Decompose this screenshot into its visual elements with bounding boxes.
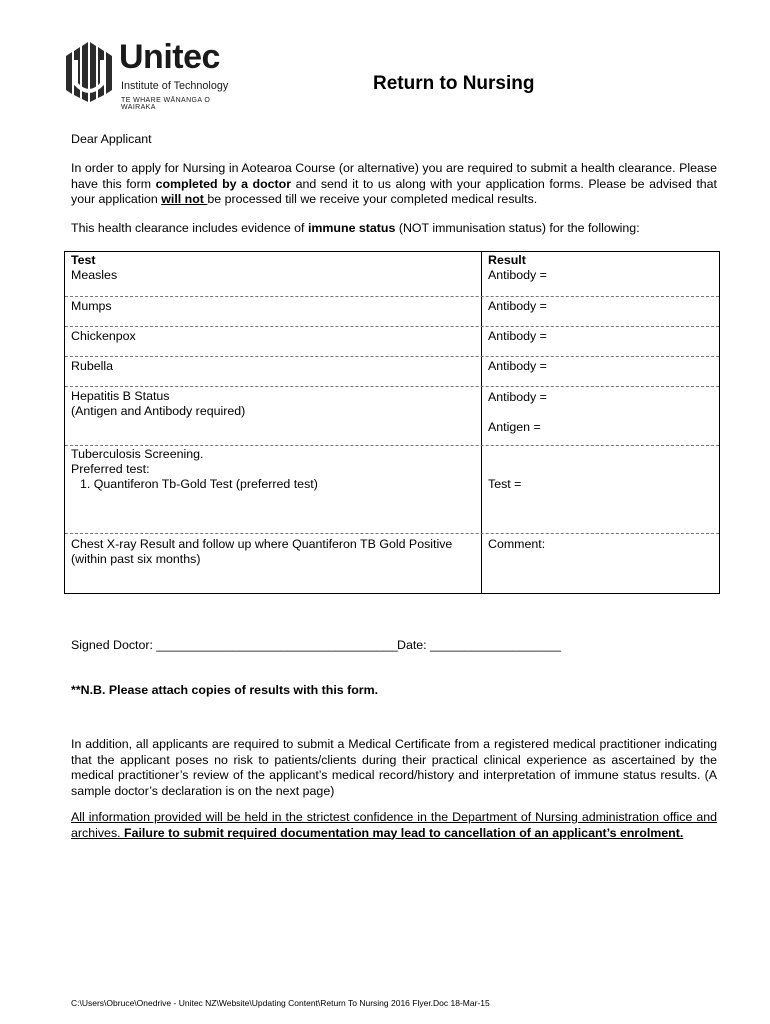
test-tuberculosis-item: 1. Quantiferon Tb-Gold Test (preferred test)	[80, 477, 318, 491]
file-path-footer: C:\Users\Obruce\Onedrive - Unitec NZ\Website\Updating Content\Return To Nursing 2016 Flyer.Doc 18-Mar-15	[71, 998, 490, 1008]
header-test: Test	[71, 253, 96, 267]
addition-paragraph: In addition, all applicants are required to submit a Medical Certificate from a registered medical practitioner indicating that the applicant poses no risk to patients/clients during their practical clinical experience as ascertained by the medical practitioner’s review of the applicant’s medical record/history and interpretation of immune status results. (A sample doctor’s declaration is on the next page)	[71, 737, 717, 798]
table-row-rubella	[65, 357, 719, 387]
unitec-logo	[62, 40, 242, 114]
greeting: Dear Applicant	[71, 132, 152, 146]
table-row-chickenpox	[65, 327, 719, 357]
result-measles: Antibody =	[488, 268, 547, 282]
date-line: Date: ___________________	[397, 638, 561, 652]
table-row-tuberculosis	[65, 446, 719, 534]
page-title: Return to Nursing	[373, 73, 535, 94]
test-tuberculosis: Tuberculosis Screening.	[71, 447, 204, 461]
logo-maori-name: TE WHARE WĀNANGA O WAIRAKA	[121, 97, 211, 111]
immune-paragraph: This health clearance includes evidence of immune status (NOT immunisation status) for the following:	[71, 221, 640, 235]
test-rubella: Rubella	[71, 359, 114, 373]
table-row-chest-xray	[65, 534, 719, 593]
logo-brand: Unitec	[119, 38, 220, 76]
test-measles: Measles	[71, 268, 118, 282]
confidential-paragraph: All information provided will be held in the strictest confidence in the Department of Nursing administration office and archives. Failure to submit required documentation may lead to cancellation of an applicant’s enrolment.	[71, 810, 717, 840]
health-clearance-table	[64, 251, 720, 594]
test-hepatitis-b-note: (Antigen and Antibody required)	[71, 404, 246, 418]
test-chest-xray-note: (within past six months)	[71, 552, 201, 566]
result-chest-xray-comment: Comment:	[488, 537, 546, 551]
result-chickenpox: Antibody =	[488, 329, 547, 343]
result-rubella: Antibody =	[488, 359, 547, 373]
test-tuberculosis-preferred: Preferred test:	[71, 462, 150, 476]
table-row-measles	[65, 252, 719, 297]
test-chickenpox: Chickenpox	[71, 329, 136, 343]
result-hepatitis-b-antibody: Antibody =	[488, 390, 547, 404]
test-chest-xray: Chest X-ray Result and follow up where Quantiferon TB Gold Positive	[71, 537, 453, 551]
signed-doctor-line: Signed Doctor: ___________________________________	[71, 638, 398, 652]
header-result: Result	[488, 253, 526, 267]
logo-subtitle: Institute of Technology	[121, 80, 229, 92]
result-hepatitis-b-antigen: Antigen =	[488, 420, 541, 434]
result-mumps: Antibody =	[488, 299, 547, 313]
table-row-mumps	[65, 297, 719, 327]
intro-paragraph: In order to apply for Nursing in Aotearoa Course (or alternative) you are required to submit a health clearance. Please have this form completed by a doctor and send it to us along with your application forms. Please be advised that your application will not be processed till we receive your completed medical results.	[71, 161, 717, 206]
result-tuberculosis: Test =	[488, 477, 522, 491]
nb-note: **N.B. Please attach copies of results with this form.	[71, 683, 379, 697]
test-mumps: Mumps	[71, 299, 112, 313]
test-hepatitis-b: Hepatitis B Status	[71, 389, 170, 403]
table-row-hepatitis-b	[65, 387, 719, 446]
unitec-emblem-icon	[62, 40, 116, 112]
